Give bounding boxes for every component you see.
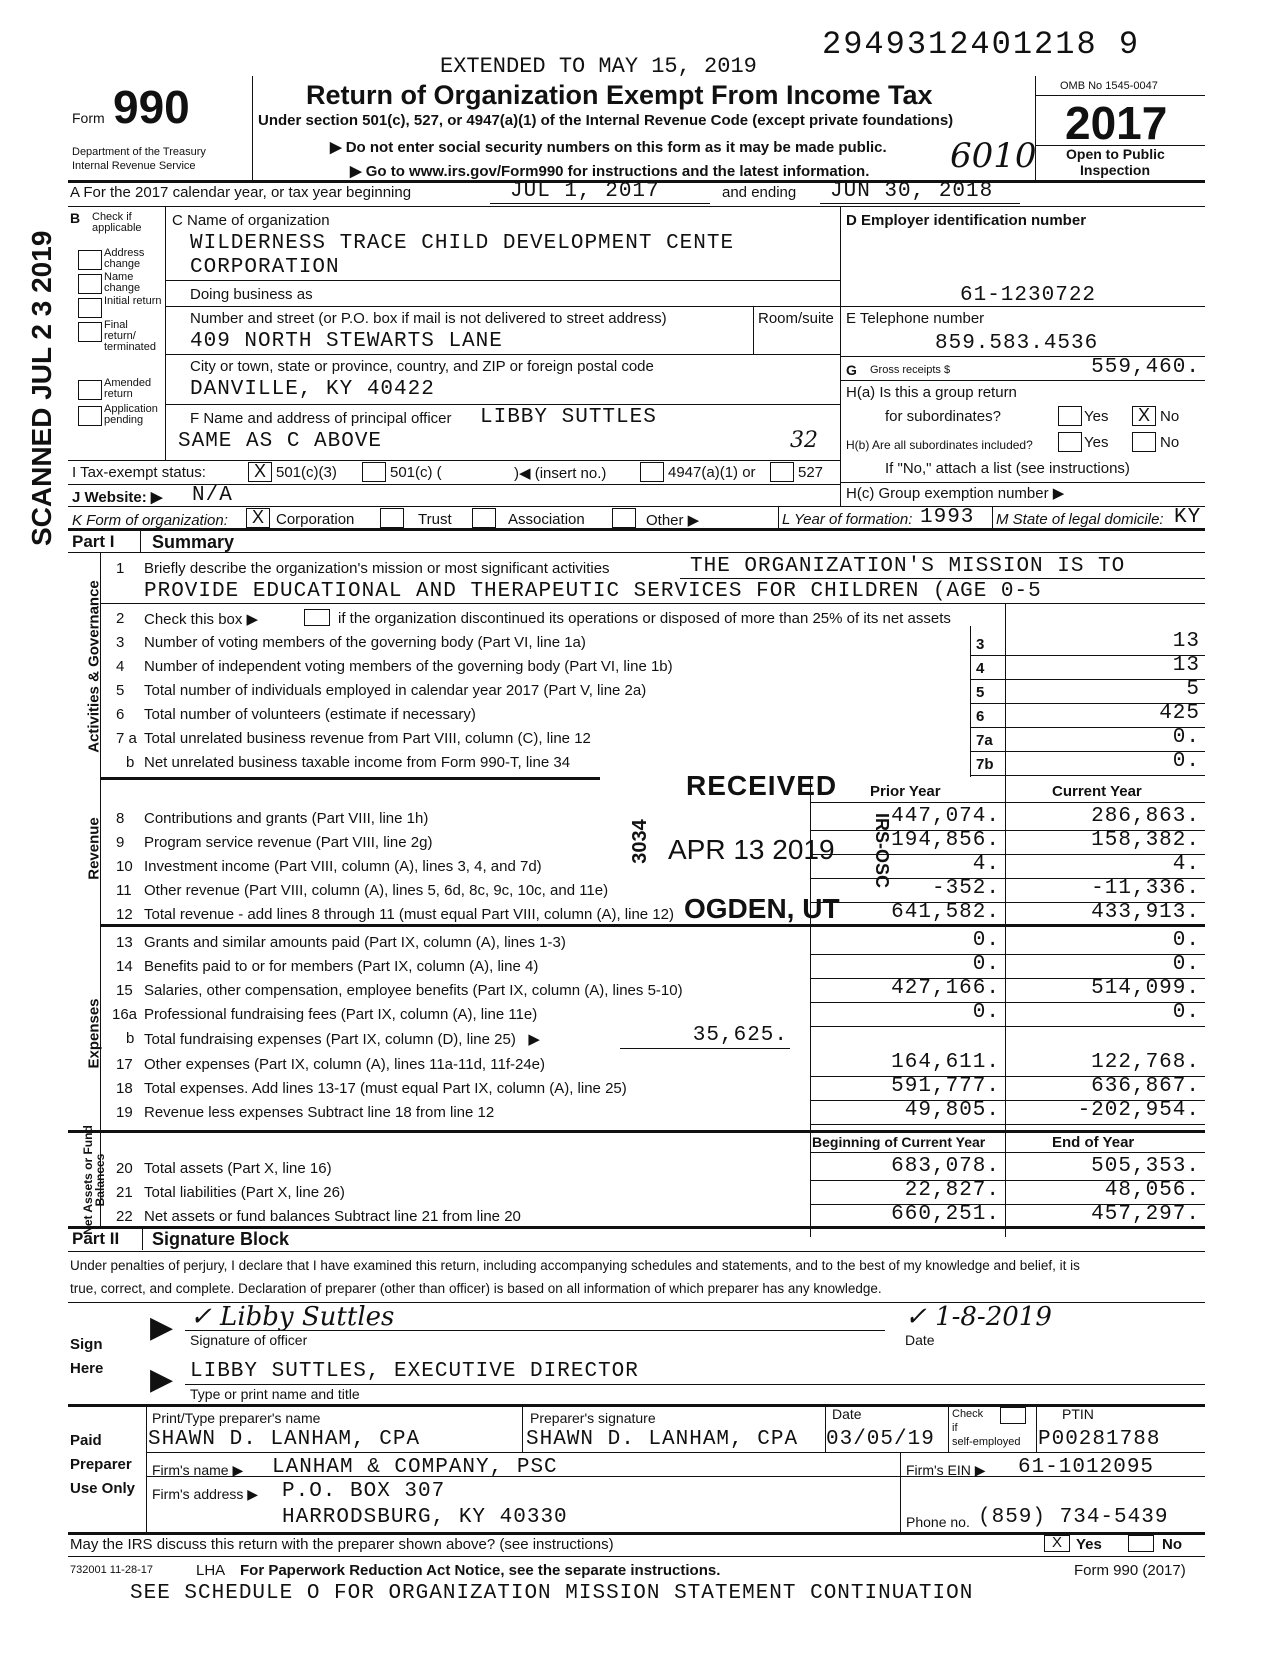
received-stamp-title: RECEIVED xyxy=(686,770,838,801)
net-lines-number: 20 xyxy=(116,1160,133,1177)
net-lines-prior: 22,827. xyxy=(904,1179,1000,1202)
rev-lines-prior: -352. xyxy=(931,877,1000,900)
exp-lines-current: 0. xyxy=(1172,953,1200,976)
net-lines-prior: 683,078. xyxy=(891,1155,1000,1178)
501c-label: 501(c) ( xyxy=(390,464,442,481)
4947-checkbox[interactable] xyxy=(640,462,664,482)
form-code: 732001 11-28-17 xyxy=(70,1564,153,1576)
rev-lines-number: 12 xyxy=(116,906,133,923)
exp-lines-2-prior: 164,611. xyxy=(891,1051,1000,1074)
501c3-label: 501(c)(3) xyxy=(276,464,337,481)
line2-number: 2 xyxy=(116,610,125,627)
exp-lines-2-number: 18 xyxy=(116,1080,133,1097)
exp-lines-rule xyxy=(810,1026,1205,1027)
gov-line-value: 13 xyxy=(1172,654,1200,677)
check-if-label: if xyxy=(952,1422,958,1434)
received-stamp-code: 3034 xyxy=(628,819,651,864)
discuss-yes-checkbox[interactable]: X xyxy=(1044,1535,1070,1552)
line16b-number: b xyxy=(126,1030,135,1047)
exp-lines-number: 13 xyxy=(116,934,133,951)
name-change-label: Name change xyxy=(104,271,141,294)
gov-line-value: 425 xyxy=(1159,702,1200,725)
gross-receipts-value: 559,460. xyxy=(1091,356,1200,379)
line1-number: 1 xyxy=(116,560,125,577)
exp-lines-prior: 0. xyxy=(972,929,1000,952)
exp-lines-2-prior: 591,777. xyxy=(891,1075,1000,1098)
exp-lines-label: Benefits paid to or for members (Part IX, column (A), line 4) xyxy=(144,958,539,975)
extension-stamp: EXTENDED TO MAY 15, 2019 xyxy=(440,54,757,79)
handwritten-32-mark: 32 xyxy=(790,428,818,453)
gov-line-value: 0. xyxy=(1172,750,1200,773)
501c3-checkbox[interactable]: X xyxy=(248,462,272,482)
dept-treasury: Department of the Treasury xyxy=(72,146,206,158)
trust-checkbox[interactable] xyxy=(380,508,404,528)
ssn-notice: ▶ Do not enter social security numbers on this form as it may be made public. xyxy=(330,139,887,156)
net-lines-prior: 660,251. xyxy=(891,1203,1000,1226)
sign-label: Sign xyxy=(70,1336,103,1353)
gov-line-value: 0. xyxy=(1172,726,1200,749)
preparer-label: Preparer xyxy=(70,1456,132,1473)
exp-lines-2-current: 636,867. xyxy=(1091,1075,1200,1098)
phone-no-label: Phone no. xyxy=(906,1514,970,1530)
self-employed-label: self-employed xyxy=(952,1436,1021,1448)
ptin-value: P00281788 xyxy=(1038,1428,1161,1451)
part1-tag: Part I xyxy=(72,532,115,551)
exp-lines-current: 514,099. xyxy=(1091,977,1200,1000)
527-label: 527 xyxy=(798,464,824,481)
here-label: Here xyxy=(70,1360,104,1377)
state-domicile-label: M State of legal domicile: xyxy=(996,511,1164,528)
exp-lines-2-number: 17 xyxy=(116,1056,133,1073)
rev-lines-number: 8 xyxy=(116,810,125,827)
firm-address-2: HARRODSBURG, KY 40330 xyxy=(282,1506,568,1529)
gov-line-box-number: 6 xyxy=(976,708,985,725)
rev-lines-current: -11,336. xyxy=(1091,877,1200,900)
open-public: Open to Public xyxy=(1066,146,1165,162)
exp-lines-prior: 0. xyxy=(972,1001,1000,1024)
rev-lines-current: 158,382. xyxy=(1091,829,1200,852)
discuss-question: May the IRS discuss this return with the preparer shown above? (see instructions) xyxy=(70,1536,614,1553)
rev-lines-label: Total revenue - add lines 8 through 11 (must equal Part VIII, column (A), line 12) xyxy=(144,906,674,923)
sign-arrow-1: ▶ xyxy=(150,1311,174,1344)
subordinates-yes-label: Yes xyxy=(1084,434,1109,451)
rev-lines-label: Contributions and grants (Part VIII, line 1h) xyxy=(144,810,429,827)
omb-number: OMB No 1545-0047 xyxy=(1060,80,1158,92)
dba-label: Doing business as xyxy=(190,286,313,303)
group-exemption-label: H(c) Group exemption number ▶ xyxy=(846,485,1065,502)
org-name-line2: CORPORATION xyxy=(190,256,340,279)
name-change-checkbox[interactable] xyxy=(78,274,102,294)
net-lines-number: 22 xyxy=(116,1208,133,1225)
application-pending-checkbox[interactable] xyxy=(78,406,102,426)
rev-lines-prior: 641,582. xyxy=(891,901,1000,924)
gov-line-number: 6 xyxy=(116,706,125,723)
phone-label: E Telephone number xyxy=(846,310,985,327)
rev-lines-current: 4. xyxy=(1172,853,1200,876)
ptin-label: PTIN xyxy=(1062,1406,1094,1422)
date-label: Date xyxy=(905,1332,935,1348)
form-number: 990 xyxy=(113,81,190,133)
final-return-label: Final return/ terminated xyxy=(104,319,156,353)
tax-exempt-label: I Tax-exempt status: xyxy=(72,464,206,481)
check-if-applicable: Check if applicable xyxy=(92,211,142,234)
self-employed-checkbox[interactable] xyxy=(1000,1407,1026,1424)
exp-lines-current: 0. xyxy=(1172,1001,1200,1024)
form-subtitle: Under section 501(c), 527, or 4947(a)(1) of the Internal Revenue Code (except private foundations) xyxy=(258,112,954,129)
website-label: J Website: ▶ xyxy=(72,489,163,506)
type-print-label: Type or print name and title xyxy=(190,1386,360,1402)
exp-lines-number: 14 xyxy=(116,958,133,975)
officer-name-title: LIBBY SUTTLES, EXECUTIVE DIRECTOR xyxy=(190,1360,639,1383)
street-label: Number and street (or P.O. box if mail is not delivered to street address) xyxy=(190,310,667,327)
exp-lines-2-prior: 49,805. xyxy=(904,1099,1000,1122)
line16b-label: Total fundraising expenses (Part IX, column (D), line 25) ▶ xyxy=(144,1031,540,1048)
year-formation-value: 1993 xyxy=(920,506,975,529)
received-stamp-date: APR 13 2019 xyxy=(668,834,835,865)
gov-line-value: 13 xyxy=(1172,630,1200,653)
subordinates-yes-checkbox[interactable] xyxy=(1058,432,1082,452)
discuss-no-label: No xyxy=(1162,1536,1182,1553)
rev-lines-label: Program service revenue (Part VIII, line 2g) xyxy=(144,834,433,851)
gov-line-label: Total unrelated business revenue from Part VIII, column (C), line 12 xyxy=(144,730,591,747)
exp-lines-current: 0. xyxy=(1172,929,1200,952)
part2-tag: Part II xyxy=(72,1229,120,1248)
rev-lines-prior: 447,074. xyxy=(891,805,1000,828)
net-lines-label: Total liabilities (Part X, line 26) xyxy=(144,1184,345,1201)
and-ending-label: and ending xyxy=(722,184,797,201)
subordinates-label: for subordinates? xyxy=(885,408,1001,425)
exp-lines-2-current: 122,768. xyxy=(1091,1051,1200,1074)
line16b-value: 35,625. xyxy=(692,1024,788,1047)
form-reference: Form 990 (2017) xyxy=(1074,1562,1186,1579)
signature-of-officer-label: Signature of officer xyxy=(190,1332,308,1348)
year-formation-label: L Year of formation: xyxy=(782,511,913,528)
line2-label-a: Check this box ▶ xyxy=(144,611,259,628)
initial-return-label: Initial return xyxy=(104,295,162,307)
rev-lines-prior: 194,856. xyxy=(891,829,1000,852)
gov-line-label: Total number of individuals employed in calendar year 2017 (Part V, line 2a) xyxy=(144,682,647,699)
part1-title: Summary xyxy=(152,532,235,552)
gov-line-number: 3 xyxy=(116,634,125,651)
ein-value: 61-1230722 xyxy=(960,284,1097,307)
rev-lines-prior: 4. xyxy=(972,853,1000,876)
paid-label: Paid xyxy=(70,1432,102,1449)
firm-name-label: Firm's name ▶ xyxy=(152,1462,244,1478)
exp-lines-2-label: Other expenses (Part IX, column (A), lines 11a-11d, 11f-24e) xyxy=(144,1056,546,1073)
principal-officer-label: F Name and address of principal officer xyxy=(190,410,452,427)
form-title: Return of Organization Exempt From Income Tax xyxy=(306,80,933,110)
4947-label: 4947(a)(1) or xyxy=(668,464,756,481)
gov-line-label: Total number of volunteers (estimate if necessary) xyxy=(144,706,476,723)
officer-signature: ✓ Libby Suttles xyxy=(190,1302,395,1332)
city-label: City or town, state or province, country, and ZIP or foreign postal code xyxy=(190,358,654,375)
net-lines-label: Total assets (Part X, line 16) xyxy=(144,1160,332,1177)
gov-line-number: b xyxy=(126,754,135,771)
final-return-checkbox[interactable] xyxy=(78,322,102,342)
firm-address-label: Firm's address ▶ xyxy=(152,1486,259,1502)
attach-list-note: If "No," attach a list (see instructions) xyxy=(885,460,1130,477)
lha-label: LHA xyxy=(196,1562,226,1579)
preparer-name-label: Print/Type preparer's name xyxy=(152,1410,321,1426)
association-checkbox[interactable] xyxy=(472,508,496,528)
corporation-label: Corporation xyxy=(276,511,355,528)
group-return-no-label: No xyxy=(1160,408,1180,425)
gov-line-number: 7 a xyxy=(116,730,137,747)
exp-lines-number: 15 xyxy=(116,982,133,999)
net-lines-number: 21 xyxy=(116,1184,133,1201)
preparer-date-label: Date xyxy=(832,1406,862,1422)
exp-lines-number: 16a xyxy=(112,1006,138,1023)
sign-arrow-2: ▶ xyxy=(150,1363,174,1396)
mission-line2: PROVIDE EDUCATIONAL AND THERAPEUTIC SERVICES FOR CHILDREN (AGE 0-5 xyxy=(144,580,1042,603)
527-checkbox[interactable] xyxy=(770,462,794,482)
preparer-date: 03/05/19 xyxy=(826,1428,935,1451)
net-lines-current: 505,353. xyxy=(1091,1155,1200,1178)
rev-lines-label: Other revenue (Part VIII, column (A), lines 5, 6d, 8c, 9c, 10c, and 11e) xyxy=(144,882,609,899)
dln-stamp: 2949312401218 9 xyxy=(822,26,1141,63)
gov-line-number: 4 xyxy=(116,658,125,675)
rev-lines-current: 433,913. xyxy=(1091,901,1200,924)
room-suite-label: Room/suite xyxy=(758,310,834,327)
exp-lines-label: Salaries, other compensation, employee benefits (Part IX, column (A), lines 5-10) xyxy=(144,982,683,999)
gov-line-box-number: 5 xyxy=(976,684,985,701)
side-label-governance: Activities & Governance xyxy=(85,580,103,753)
gov-line-value: 5 xyxy=(1186,678,1200,701)
gov-line-label: Number of independent voting members of the governing body (Part VI, line 1b) xyxy=(144,658,673,675)
insert-no-label: )◀ (insert no.) xyxy=(514,465,607,482)
prior-year-header: Prior Year xyxy=(870,783,941,800)
section-b-letter: B xyxy=(70,210,81,226)
discuss-yes-label: Yes xyxy=(1076,1536,1102,1553)
gov-line-box-number: 4 xyxy=(976,660,985,677)
subordinates-no-label: No xyxy=(1160,434,1180,451)
exp-lines-label: Grants and similar amounts paid (Part IX, column (A), lines 1-3) xyxy=(144,934,566,951)
corporation-checkbox[interactable]: X xyxy=(246,508,270,528)
other-label: Other ▶ xyxy=(646,512,700,529)
line-a-label: A For the 2017 calendar year, or tax year beginning xyxy=(70,184,412,201)
gov-box-divider xyxy=(970,626,971,777)
firm-ein: 61-1012095 xyxy=(1018,1456,1155,1479)
eoy-header: End of Year xyxy=(1052,1134,1135,1151)
firm-ein-label: Firm's EIN ▶ xyxy=(906,1462,986,1478)
form-of-org-label: K Form of organization: xyxy=(72,512,228,529)
exp-lines-2-rule xyxy=(810,1124,1205,1125)
declaration-line1: Under penalties of perjury, I declare that I have examined this return, including accompanying schedules and statements, and to the best of my knowledge and belief, it is xyxy=(70,1258,1080,1273)
preparer-signature: SHAWN D. LANHAM, CPA xyxy=(526,1428,799,1451)
preparer-phone: (859) 734-5439 xyxy=(978,1506,1169,1529)
rev-lines-label: Investment income (Part VIII, column (A), lines 3, 4, and 7d) xyxy=(144,858,542,875)
check-label: Check xyxy=(952,1408,984,1420)
side-label-net-assets: Net Assets or Fund Balances xyxy=(81,1125,107,1235)
all-subordinates-label: H(b) Are all subordinates included? xyxy=(846,438,1033,452)
scanned-stamp: SCANNED JUL 2 3 2019 xyxy=(26,230,57,546)
gross-receipts-label: Gross receipts $ xyxy=(870,364,951,376)
preparer-name: SHAWN D. LANHAM, CPA xyxy=(148,1428,421,1451)
amended-return-label: Amended return xyxy=(104,377,152,400)
discuss-no-checkbox[interactable] xyxy=(1128,1535,1154,1552)
tax-year-end: JUN 30, 2018 xyxy=(830,180,994,203)
schedule-o-note: SEE SCHEDULE O FOR ORGANIZATION MISSION STATEMENT CONTINUATION xyxy=(130,1582,974,1605)
firm-address-1: P.O. BOX 307 xyxy=(282,1480,446,1503)
org-name-label: C Name of organization xyxy=(172,212,330,229)
mission-line1: THE ORGANIZATION'S MISSION IS TO xyxy=(690,555,1126,578)
gov-line-box-number: 3 xyxy=(976,636,985,653)
inspection: Inspection xyxy=(1080,162,1151,178)
line2-label-b: if the organization discontinued its operations or disposed of more than 25% of its net assets xyxy=(338,610,951,627)
exp-lines-2-current: -202,954. xyxy=(1077,1099,1200,1122)
exp-lines-2-label: Total expenses. Add lines 13-17 (must equal Part IX, column (A), line 25) xyxy=(144,1080,627,1097)
street-address: 409 NORTH STEWARTS LANE xyxy=(190,330,503,353)
phone-value: 859.583.4536 xyxy=(935,332,1099,355)
officer-address: SAME AS C ABOVE xyxy=(178,430,383,453)
other-checkbox[interactable] xyxy=(612,508,636,528)
tax-year-begin: JUL 1, 2017 xyxy=(510,180,660,203)
net-lines-current: 457,297. xyxy=(1091,1203,1200,1226)
received-stamp-irs: IRS-OSC xyxy=(872,812,893,889)
tax-year: 2017 xyxy=(1065,97,1168,149)
group-return-yes-label: Yes xyxy=(1084,408,1109,425)
ein-label: D Employer identification number xyxy=(846,212,1087,229)
exp-lines-prior: 0. xyxy=(972,953,1000,976)
discontinued-checkbox[interactable] xyxy=(304,609,330,626)
line1-label: Briefly describe the organization's mission or most significant activities xyxy=(144,560,610,577)
gov-line-label: Net unrelated business taxable income from Form 990-T, line 34 xyxy=(144,754,571,771)
group-return-label: H(a) Is this a group return xyxy=(846,384,1017,401)
501c-checkbox[interactable] xyxy=(362,462,386,482)
initial-return-checkbox[interactable] xyxy=(78,298,102,318)
address-change-checkbox[interactable] xyxy=(78,250,102,270)
gov-line-number: 5 xyxy=(116,682,125,699)
exp-lines-2-label: Revenue less expenses Subtract line 18 from line 12 xyxy=(144,1104,495,1121)
use-only-label: Use Only xyxy=(70,1480,136,1497)
org-name-line1: WILDERNESS TRACE CHILD DEVELOPMENT CENTE xyxy=(190,232,735,255)
exp-lines-prior: 427,166. xyxy=(891,977,1000,1000)
signature-date: ✓ 1-8-2019 xyxy=(905,1302,1052,1332)
exp-lines-2-number: 19 xyxy=(116,1104,133,1121)
rev-lines-number: 9 xyxy=(116,834,125,851)
rev-lines-number: 10 xyxy=(116,858,133,875)
state-domicile-value: KY xyxy=(1174,506,1202,529)
gov-line-box-number: 7a xyxy=(976,732,993,749)
principal-officer: LIBBY SUTTLES xyxy=(480,406,657,429)
form-word: Form xyxy=(72,110,105,126)
association-label: Association xyxy=(508,511,585,528)
paperwork-notice: For Paperwork Reduction Act Notice, see the separate instructions. xyxy=(240,1562,721,1579)
firm-name: LANHAM & COMPANY, PSC xyxy=(272,1456,558,1479)
part2-title: Signature Block xyxy=(152,1229,290,1249)
trust-label: Trust xyxy=(418,511,452,528)
preparer-signature-label: Preparer's signature xyxy=(530,1410,656,1426)
subordinates-no-checkbox[interactable] xyxy=(1132,432,1156,452)
side-label-expenses: Expenses xyxy=(85,998,103,1069)
side-label-revenue: Revenue xyxy=(85,817,103,880)
declaration-line2: true, correct, and complete. Declaration of preparer (other than officer) is based on all information of which preparer has any knowledge. xyxy=(70,1281,882,1296)
gross-label-g: G xyxy=(846,362,857,378)
address-change-label: Address change xyxy=(104,247,145,270)
received-stamp-place: OGDEN, UT xyxy=(684,893,840,924)
amended-return-checkbox[interactable] xyxy=(78,380,102,400)
handwritten-mark: 6010 xyxy=(950,136,1037,176)
gov-line-label: Number of voting members of the governing body (Part VI, line 1a) xyxy=(144,634,586,651)
application-pending-label: Application pending xyxy=(104,403,158,426)
city-state-zip: DANVILLE, KY 40422 xyxy=(190,378,435,401)
net-lines-label: Net assets or fund balances Subtract line 21 from line 20 xyxy=(144,1208,521,1225)
rev-lines-current: 286,863. xyxy=(1091,805,1200,828)
group-return-no-checkbox[interactable]: X xyxy=(1132,406,1156,426)
rev-lines-number: 11 xyxy=(116,882,132,899)
boy-header: Beginning of Current Year xyxy=(812,1134,986,1150)
gov-line-box-number: 7b xyxy=(976,756,994,773)
irs-name: Internal Revenue Service xyxy=(72,160,196,172)
group-return-yes-checkbox[interactable] xyxy=(1058,406,1082,426)
irs-link-notice: ▶ Go to www.irs.gov/Form990 for instructions and the latest information. xyxy=(350,163,870,180)
net-lines-current: 48,056. xyxy=(1104,1179,1200,1202)
exp-lines-label: Professional fundraising fees (Part IX, column (A), line 11e) xyxy=(144,1006,538,1023)
current-year-header: Current Year xyxy=(1052,783,1142,800)
website-value: N/A xyxy=(192,484,233,507)
